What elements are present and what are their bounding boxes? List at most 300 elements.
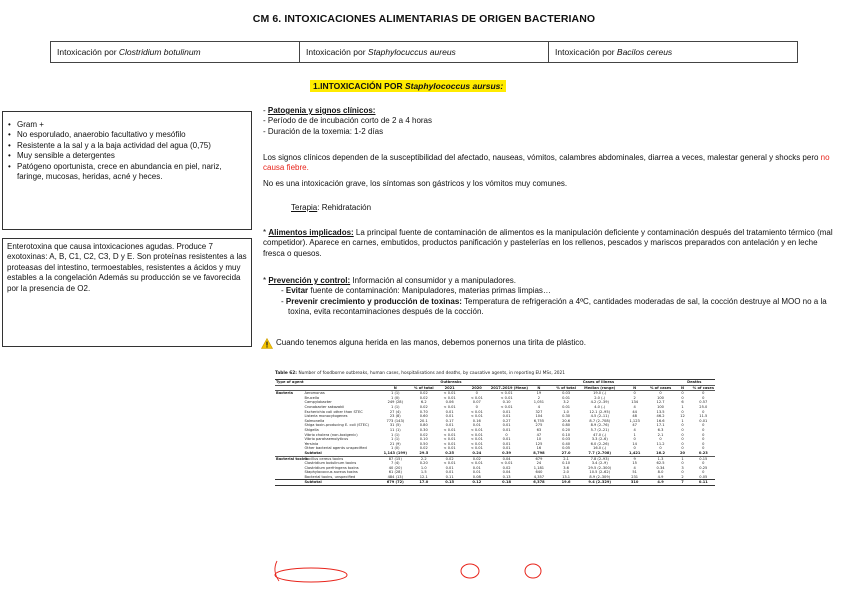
- table-cell: 0: [702, 391, 705, 396]
- table-cell: 0: [475, 391, 478, 396]
- table-cell: 6.0 (2–26): [590, 441, 609, 446]
- table-cell: Cronobacter sakazakii: [304, 404, 345, 409]
- pathogeny-heading: Patogenia y signos clínicos:: [267, 106, 376, 115]
- table-cell: 9.4 (2–329): [578, 480, 622, 486]
- table-cell: Bacterial toxins: [276, 456, 308, 461]
- table-cell: 15: [632, 461, 637, 466]
- table-cell: 17.0: [412, 480, 435, 486]
- table-cell: 62.5: [656, 461, 665, 466]
- table-cell: 13.1: [562, 474, 571, 479]
- table-cell: 16.6: [656, 418, 665, 423]
- column-header: N: [673, 385, 691, 391]
- prevention-item: - Evitar fuente de contaminación: Manipuladores, materias primas limpias…: [281, 286, 551, 296]
- outbreak-table: [275, 379, 715, 486]
- table-cell: 4.5 (2–11): [590, 414, 609, 419]
- table-cell: 1,051: [533, 400, 545, 405]
- annotation-circle-row: [275, 568, 347, 582]
- table-cell: 0.02: [445, 456, 454, 461]
- header-outbreaks: Outbreaks: [378, 380, 523, 386]
- table-cell: 0: [702, 437, 705, 442]
- table-cell: 0.13: [502, 474, 511, 479]
- severity-note: No es una intoxicación grave, los síntomas son gástricos y los vómitos muy comunes.: [263, 179, 568, 188]
- table-cell: 4.0 (-): [594, 404, 606, 409]
- table-cell: Shiga toxin-producing E. coli (STEC): [304, 423, 369, 428]
- table-cell: 0.34: [656, 465, 665, 470]
- no-fever-note: no causa fiebre.: [263, 153, 830, 173]
- table-cell: 0: [633, 446, 636, 451]
- table-cell: 4,357: [533, 474, 545, 479]
- statistics-table-image: [275, 371, 715, 593]
- prevention-heading: Prevención y control:: [268, 276, 351, 285]
- table-cell: < 0.01: [470, 414, 483, 419]
- annotation-circle-hosp: [525, 564, 541, 578]
- table-cell: 104: [535, 414, 543, 419]
- table-cell: < 0.01: [470, 446, 483, 451]
- characteristic-item: • Muy sensible a detergentes: [7, 151, 247, 161]
- table-cell: 0.01: [445, 409, 454, 414]
- table-cell: 27 (4): [389, 409, 401, 414]
- table-cell: 0: [681, 423, 684, 428]
- table-cell: [275, 480, 303, 486]
- table-cell: 1 (1): [391, 391, 400, 396]
- therapy-line: Terapia: Rehidratación: [291, 203, 372, 212]
- table-cell: 0.27: [502, 418, 511, 423]
- table-cell: < 0.01: [470, 461, 483, 466]
- table-cell: 4: [537, 404, 541, 409]
- table-cell: 27.0: [554, 451, 577, 456]
- table-cell: 0.11: [692, 480, 715, 486]
- table-cell: 134: [631, 400, 639, 405]
- table-cell: 31 (5): [389, 423, 401, 428]
- table-cell: 0.02: [419, 446, 428, 451]
- table-cell: 0: [681, 427, 684, 432]
- table-cell: 5.7 (2–21): [590, 427, 609, 432]
- table-cell: 0.11: [445, 474, 454, 479]
- table-cell: < 0.01: [470, 409, 483, 414]
- table-cell: 11 (1): [389, 427, 401, 432]
- table-cell: 2.1: [563, 456, 569, 461]
- table-cell: 47.0 (-): [593, 432, 607, 437]
- table-cell: 0.12: [464, 480, 490, 486]
- table-cell: 1.0: [563, 409, 569, 414]
- table-cell: 0.02: [419, 391, 428, 396]
- table-cell: 0.15: [435, 480, 463, 486]
- table-cell: 0.20: [562, 427, 571, 432]
- characteristic-item: • Gram +: [7, 120, 247, 130]
- table-cell: 0.18: [490, 480, 524, 486]
- tab-bacillus-cereus[interactable]: Intoxicación por Bacilos cereus: [555, 47, 673, 57]
- table-cell: 8,798: [523, 451, 554, 456]
- table-cell: 3: [681, 465, 684, 470]
- table-cell: 63: [536, 427, 542, 432]
- table-cell: 7.8 (2–93): [590, 456, 609, 461]
- table-cell: 12.7: [656, 400, 665, 405]
- table-cell: 0: [475, 404, 478, 409]
- table-cell: 0.01: [445, 465, 454, 470]
- table-cell: 0: [702, 427, 705, 432]
- table-cell: 3.6: [563, 465, 569, 470]
- table-cell: 23 (8): [389, 414, 401, 419]
- table-cell: < 0.01: [470, 441, 483, 446]
- agent-tabs: [50, 41, 798, 63]
- column-header: Median (range): [578, 385, 622, 391]
- table-cell: 12.1 (2–95): [589, 409, 611, 414]
- table-cell: 275: [535, 423, 543, 428]
- pathogeny-item: Período de de incubación corto de 2 a 4 horas: [267, 116, 433, 126]
- table-cell: Staphylococcus aureus toxins: [304, 470, 358, 475]
- table-cell: 4: [633, 427, 636, 432]
- column-header: 2020: [464, 385, 490, 391]
- column-header: 2021: [435, 385, 463, 391]
- table-cell: 19.0 (-): [593, 391, 607, 396]
- table-cell: < 0.01: [470, 427, 483, 432]
- table-cell: 1: [633, 432, 636, 437]
- table-cell: 0.10: [502, 400, 511, 405]
- table-cell: 10.5 (2–62): [589, 470, 611, 475]
- enterotoxin-box: Enterotoxina que causa intoxicaciones agudas. Produce 7 exotoxinas: A, B, C1, C2, C3, D y E. Son proteínas resistentes a las proteasas del intestino, termoestables, resistentes a ácidos y muy estables a la congelación Además su producción se ve favorecida por la presencia de O2.: [2, 238, 252, 347]
- table-cell: 1,143 (199): [378, 451, 412, 456]
- table-cell: 7: [673, 480, 691, 486]
- foods-heading: Alimentos implicados:: [268, 228, 354, 237]
- table-cell: 640: [535, 470, 543, 475]
- table-cell: 0.02: [472, 456, 481, 461]
- table-cell: 100: [657, 395, 664, 400]
- table-cell: 8.9 (2–76): [590, 423, 609, 428]
- table-cell: 0: [702, 446, 705, 451]
- table-cell: 0.60: [419, 414, 428, 419]
- table-cell: < 0.01: [443, 446, 456, 451]
- table-cell: 3.4 (2–9): [591, 461, 608, 466]
- table-cell: 0.17: [445, 418, 454, 423]
- table-cell: 6.2: [420, 400, 427, 405]
- tab-clostridium-botulinum[interactable]: Intoxicación por Clostridium botulinum: [51, 42, 300, 62]
- table-cell: 0.02: [502, 465, 511, 470]
- annotation-bracket: [275, 561, 279, 581]
- table-cell: 20.1: [419, 418, 428, 423]
- table-cell: 484 (13): [387, 474, 403, 479]
- table-cell: 0: [681, 395, 684, 400]
- table-cell: < 0.01: [470, 432, 483, 437]
- table-cell: 20.6: [562, 418, 571, 423]
- table-cell: 0: [702, 441, 705, 446]
- column-header: % of total: [413, 385, 434, 390]
- table-cell: 249 (28): [387, 400, 403, 405]
- table-cell: Aeromonas: [304, 391, 325, 396]
- table-cell: 0.10: [562, 461, 571, 466]
- table-cell: 0.02: [419, 395, 428, 400]
- warning-line: Cuando tenemos alguna herida en las manos, debemos ponernos una tirita de plástico.: [261, 338, 821, 349]
- table-cell: 12.1: [419, 474, 428, 479]
- tab-staphylococcus-aureus[interactable]: Intoxicación por Staphylocuccus aureus: [300, 42, 549, 62]
- table-cell: 1 (0): [391, 446, 400, 451]
- table-cell: Yersinia: [304, 441, 319, 446]
- table-cell: 1,181: [533, 465, 545, 470]
- clinical-signs: Los signos clínicos dependen de la susceptibilidad del afectado, nauseas, vómitos, calambres abdominales, diarrea a veces, malestar general y shocks pero no causa fiebre.: [263, 153, 830, 173]
- table-cell: < 0.01: [500, 395, 513, 400]
- table-cell: Subtotal: [303, 480, 378, 486]
- table-cell: < 0.01: [443, 432, 456, 437]
- column-header: N: [523, 385, 554, 391]
- table-cell: 0.25: [699, 465, 708, 470]
- table-cell: 0: [702, 423, 705, 428]
- table-cell: 0: [702, 395, 705, 400]
- characteristic-item: • Resistente a la sal y a la baja actividad del agua (0,75): [7, 141, 247, 151]
- table-cell: 0.01: [445, 414, 454, 419]
- table-cell: 0.80: [419, 423, 428, 428]
- table-cell: Clostridium perfringens toxins: [304, 465, 359, 470]
- table-cell: 46.2: [656, 414, 665, 419]
- table-cell: 29.5: [412, 451, 435, 456]
- table-cell: 0.15: [699, 456, 708, 461]
- table-cell: < 0.01: [470, 437, 483, 442]
- table-cell: 6,755: [533, 418, 545, 423]
- table-cell: 11.2: [656, 441, 665, 446]
- table-cell: 0.03: [562, 391, 571, 396]
- table-cell: 0: [681, 391, 684, 396]
- table-cell: 1.0: [420, 465, 427, 470]
- table-cell: 21 (9): [389, 441, 401, 446]
- table-cell: 10: [536, 437, 542, 442]
- table-cell: 16.2: [648, 451, 674, 456]
- table-cell: 0.05: [562, 446, 571, 451]
- table-cell: 0.30: [562, 414, 571, 419]
- table-cell: 0: [681, 446, 684, 451]
- table-cell: 2: [537, 395, 541, 400]
- table-cell: 0: [681, 437, 684, 442]
- table-cell: 125: [535, 441, 543, 446]
- column-header: N: [622, 385, 648, 391]
- foods-section: * Alimentos implicados: La principal fuente de contaminación de alimentos es la manipulación deficiente y contaminación después del tratamiento térmico (mal competidor). Aparece en carnes, embutidos, productos panificación y pastelerías en los rellenos, pescados y mariscos preparados con antelación y en leche fresca o quesos.: [263, 228, 833, 258]
- table-cell: < 0.01: [500, 461, 513, 466]
- table-cell: 773 (143): [386, 418, 405, 423]
- table-cell: Vibrio cholera (non-toxigenic): [304, 432, 358, 437]
- column-header: N: [378, 385, 412, 391]
- table-cell: 6: [681, 400, 684, 405]
- table-cell: 0.01: [472, 465, 481, 470]
- table-cell: 0: [702, 461, 705, 466]
- table-cell: 0: [505, 432, 508, 437]
- table-cell: 0.70: [419, 409, 428, 414]
- table-cell: Shigella: [304, 427, 319, 432]
- table-row: [275, 480, 715, 486]
- table-cell: Brucella: [304, 395, 320, 400]
- table-cell: 1: [681, 418, 684, 423]
- table-cell: Escherichia coli other than STEC: [304, 409, 363, 414]
- table-cell: 0: [659, 391, 662, 396]
- table-cell: 0.24: [464, 451, 490, 456]
- table-cell: 0.04: [502, 470, 511, 475]
- table-cell: 0.01: [502, 427, 511, 432]
- table-cell: 3.3 (2–6): [591, 437, 608, 442]
- table-cell: 1 (1): [391, 437, 400, 442]
- prevention-item: - Prevenir crecimiento y producción de toxinas: Temperatura de refrigeración a 4ºC, cantidades moderadas de sal, la cocción destruye al MOO no a la toxina, evita recontaminaciones después de la cocción.: [281, 296, 827, 316]
- table-cell: 29.5 (2–300): [588, 465, 612, 470]
- table-cell: 17.1: [656, 423, 665, 428]
- table-cell: 48: [632, 414, 637, 419]
- table-cell: 11.5: [699, 414, 708, 419]
- table-cell: 100: [657, 404, 664, 409]
- table-cell: < 0.01: [443, 427, 456, 432]
- table-cell: Listeria monocytogenes: [304, 414, 348, 419]
- table-cell: 1 (0): [391, 395, 400, 400]
- table-cell: 0: [702, 432, 705, 437]
- table-cell: 0: [681, 409, 684, 414]
- table-cell: 1,421: [622, 451, 648, 456]
- table-cell: Bacterial toxins, unspecified: [304, 474, 356, 479]
- table-cell: 1 (1): [391, 432, 400, 437]
- table-cell: 19: [536, 391, 542, 396]
- table-cell: 13.5: [656, 409, 665, 414]
- table-cell: 1: [681, 456, 684, 461]
- table-cell: 0: [633, 391, 636, 396]
- table-cell: 4.9: [657, 474, 664, 479]
- table-cell: 0.03: [562, 437, 571, 442]
- table-cell: 0: [681, 441, 684, 446]
- table-cell: 0.39: [490, 451, 524, 456]
- table-cell: 0.40: [562, 441, 571, 446]
- table-cell: 0.01: [502, 414, 511, 419]
- table-cell: 1.5: [420, 470, 427, 475]
- table-cell: 8.0: [657, 470, 664, 475]
- table-cell: 19.6: [554, 480, 577, 486]
- table-cell: 310: [622, 480, 648, 486]
- table-cell: 327: [535, 409, 543, 414]
- table-cell: 0: [702, 409, 705, 414]
- table-cell: 47: [536, 432, 542, 437]
- table-cell: 12: [680, 414, 685, 419]
- table-cell: 0.10: [419, 437, 428, 442]
- table-cell: 16.0 (-): [593, 446, 607, 451]
- column-header: % of cases: [648, 385, 674, 391]
- section-heading: 1.INTOXICACIÓN POR Staphylococcus aursus:: [310, 80, 506, 92]
- table-cell: 2.1: [657, 432, 664, 437]
- table-cell: 4: [633, 404, 636, 409]
- prevention-section: * Prevención y control: Información al consumidor y a manipuladores. - Evitar fuente de contaminación: Manipuladores, materias primas limpias… - Prevenir crecimiento y producción de toxinas: Temperatura de refrigeración a 4ºC, cantidades moderadas de sal, la cocción destruye al MOO no a la toxina, evita recontaminaciones después de la cocción.: [263, 276, 835, 317]
- characteristics-box: [2, 111, 252, 230]
- table-cell: 679: [535, 456, 543, 461]
- table-cell: 0: [681, 470, 684, 475]
- table-cell: < 0.01: [443, 437, 456, 442]
- table-cell: < 0.01: [443, 441, 456, 446]
- table-cell: 0.01: [502, 409, 511, 414]
- table-cell: < 0.01: [443, 391, 456, 396]
- table-cell: 0.01: [502, 423, 511, 428]
- table-cell: 2.0 (-): [594, 395, 606, 400]
- table-cell: 6.3: [657, 427, 664, 432]
- characteristic-item: • Patógeno oportunista, crece en abundancia en piel, nariz, faringe, mucosas, heridas, acné y heces.: [7, 162, 247, 183]
- table-cell: 0.01: [562, 395, 571, 400]
- table-cell: 0.80: [562, 423, 571, 428]
- table-cell: 51: [632, 470, 637, 475]
- table-cell: Campylobacter: [304, 400, 332, 405]
- table-cell: 7 (4): [391, 461, 400, 466]
- table-cell: 3.2: [563, 400, 569, 405]
- table-cell: 2.0: [563, 470, 569, 475]
- table-cell: 1 (1): [391, 404, 400, 409]
- table-cell: Subtotal: [303, 451, 378, 456]
- table-cell: 2.2: [420, 456, 427, 461]
- table-cell: 47: [632, 423, 637, 428]
- table-cell: 0.04: [502, 456, 511, 461]
- table-cell: 0.25: [435, 451, 463, 456]
- table-cell: 7.7 (2–708): [578, 451, 622, 456]
- table-cell: 1: [681, 404, 684, 409]
- table-cell: 25.0: [699, 404, 708, 409]
- table-cell: 0.01: [472, 423, 481, 428]
- table-cell: 87 (15): [388, 456, 402, 461]
- table-cell: 1.3: [657, 456, 664, 461]
- table-cell: Other bacterial agents unspecified: [304, 446, 367, 451]
- table-cell: 24: [536, 461, 542, 466]
- table-caption: Table 62: Number of foodborne outbreaks, human cases, hospitalisations and deaths, by causative agents, in reporting EU MSs, 2021: [275, 371, 566, 376]
- table-cell: 0.20: [419, 461, 428, 466]
- table-cell: 0.05: [699, 474, 708, 479]
- table-cell: 0.01: [699, 418, 708, 423]
- table-cell: 44: [632, 409, 637, 414]
- column-header: % of total: [556, 385, 576, 390]
- header-agent: Type of agent: [275, 380, 378, 386]
- table-cell: 0.02: [419, 432, 428, 437]
- table-cell: < 0.01: [500, 404, 513, 409]
- table-cell: < 0.01: [500, 391, 513, 396]
- annotation-circle-cases: [461, 564, 479, 578]
- table-cell: 0.30: [419, 427, 428, 432]
- table-cell: 8.9 (2–309): [589, 474, 611, 479]
- table-cell: 0.01: [562, 404, 571, 409]
- table-cell: < 0.01: [443, 395, 456, 400]
- table-cell: 0: [633, 437, 636, 442]
- pathogeny-item: Duración de la toxemia: 1-2 días: [267, 126, 384, 136]
- pathogeny-section: - Patogenia y signos clínicos: - Período de de incubación corto de 2 a 4 horas - Duración de la toxemia: 1-2 días: [263, 106, 433, 136]
- table-cell: Bacillus cereus toxins: [304, 456, 344, 461]
- table-cell: 231: [631, 474, 639, 479]
- table-cell: < 0.01: [443, 461, 456, 466]
- table-cell: 20: [673, 451, 691, 456]
- table-cell: Vibrio parahaemolyticus: [304, 437, 349, 442]
- table-cell: 0: [681, 461, 684, 466]
- table-cell: 0.01: [445, 423, 454, 428]
- column-header: 2017–2019 (Mean): [490, 385, 529, 390]
- table-cell: 9: [633, 456, 636, 461]
- table-cell: 0.10: [562, 432, 571, 437]
- therapy-label: Terapia: [291, 203, 318, 212]
- table-cell: 2: [633, 395, 636, 400]
- table-cell: 4.2 (2–39): [590, 400, 609, 405]
- table-cell: 0: [702, 470, 705, 475]
- table-cell: 8.7 (2–708): [589, 418, 611, 423]
- table-cell: 0.07: [472, 400, 481, 405]
- table-cell: 0.01: [472, 470, 481, 475]
- warning-icon: [261, 338, 273, 349]
- table-cell: 1,123: [629, 418, 640, 423]
- table-cell: < 0.01: [470, 395, 483, 400]
- page-title: CM 6. INTOXICACIONES ALIMENTARIAS DE ORIGEN BACTERIANO: [252, 13, 596, 25]
- table-cell: 0.01: [445, 470, 454, 475]
- table-cell: 0.01: [502, 446, 511, 451]
- table-cell: 679 (72): [378, 480, 412, 486]
- table-cell: 0.06: [445, 400, 454, 405]
- table-cell: < 0.01: [443, 404, 456, 409]
- table-cell: 4: [633, 465, 636, 470]
- table-cell: 0.01: [502, 441, 511, 446]
- column-header: % of cases: [692, 385, 715, 390]
- table-cell: 0.23: [692, 451, 715, 456]
- table-cell: 14: [632, 441, 637, 446]
- table-cell: 0.08: [472, 474, 481, 479]
- table-cell: Clostridium botulinum toxins: [304, 461, 357, 466]
- table-cell: 0: [659, 437, 662, 442]
- header-cases: Cases of illness: [523, 380, 673, 386]
